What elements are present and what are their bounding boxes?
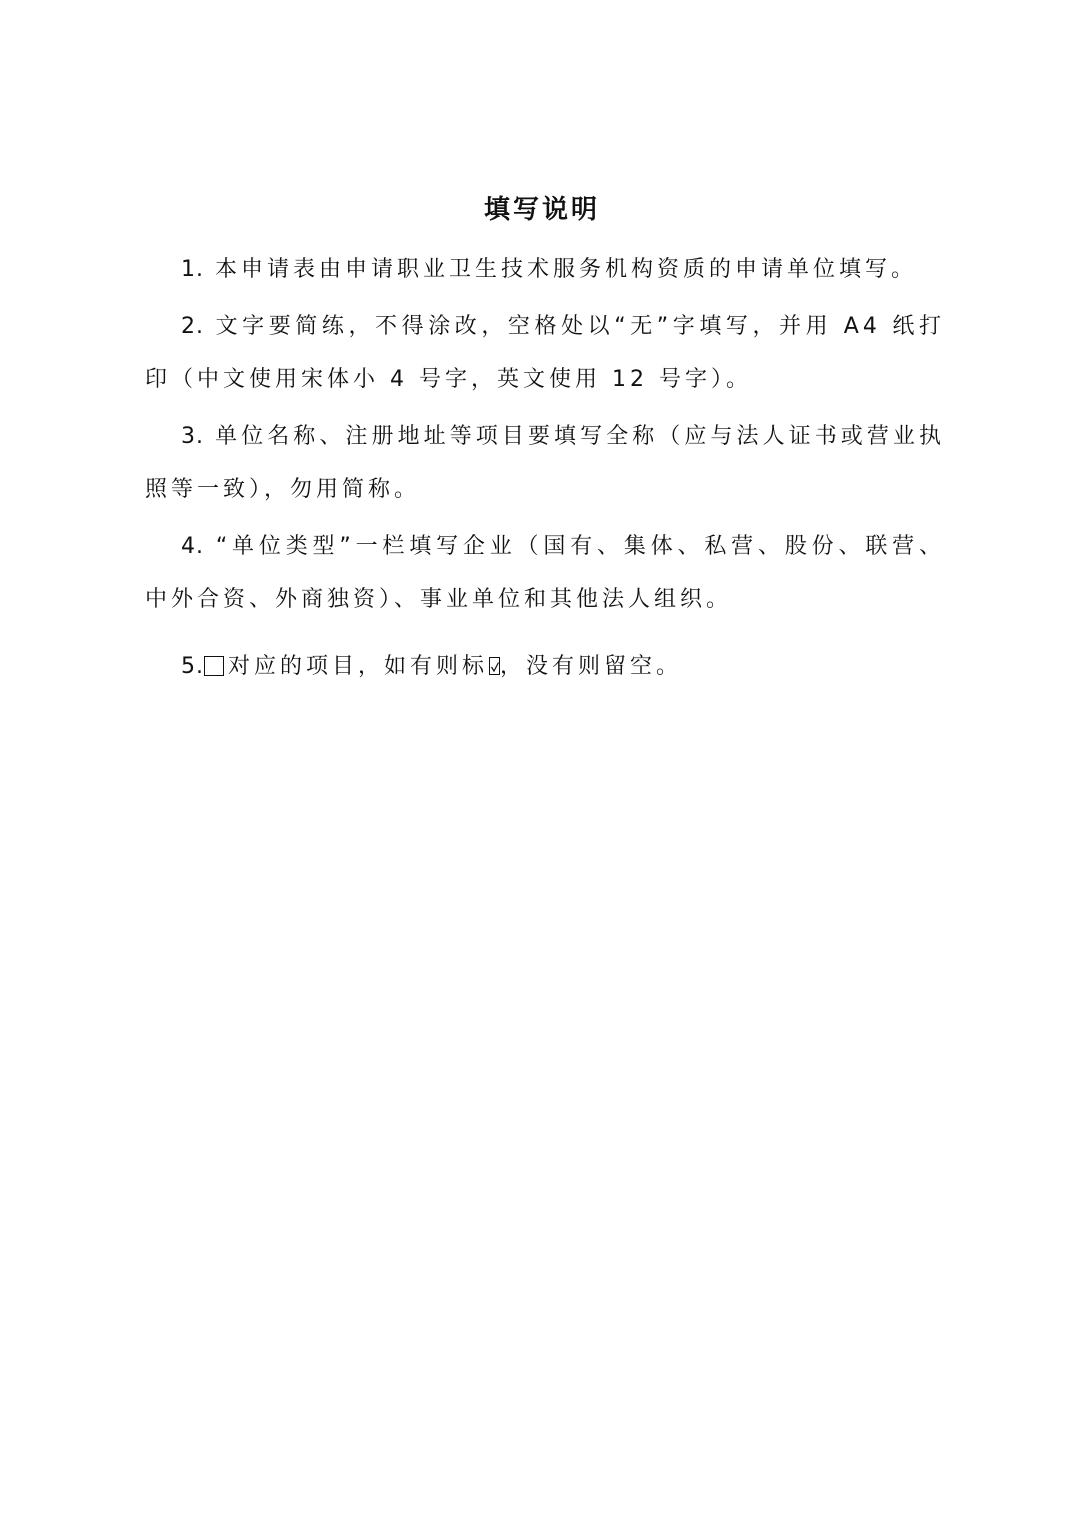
item-text-after: ，没有则留空。 [500,654,683,679]
instruction-item-4 [145,520,945,626]
instruction-item-1 [145,243,945,296]
instruction-item-2 [145,300,945,406]
item-number: 5. [181,654,204,679]
item-text: 文字要简练，不得涂改，空格处以“无”字填写，并用 A4 纸打印（中文使用宋体小 4 号字，英文使用 12 号字）。 [145,314,945,392]
item-text: 本申请表由申请职业卫生技术服务机构资质的申请单位填写。 [215,257,918,282]
instruction-item-3 [145,410,945,516]
instruction-item-5 [145,640,945,693]
page-title: 填写说明 [483,195,600,225]
instructions-list [145,243,945,697]
item-number: 1. [181,257,204,282]
item-text-before: 对应的项目，如有则标 [228,654,489,679]
item-text: 单位名称、注册地址等项目要填写全称（应与法人证书或营业执照等一致），勿用简称。 [145,424,945,502]
checkmark-icon [489,657,500,675]
item-number: 4. [181,534,204,559]
checkbox-icon [204,656,224,676]
item-text: “单位类型”一栏填写企业（国有、集体、私营、股份、联营、中外合资、外商独资）、事业单位和其他法人组织。 [145,534,945,612]
item-number: 2. [181,314,204,339]
item-number: 3. [181,424,204,449]
